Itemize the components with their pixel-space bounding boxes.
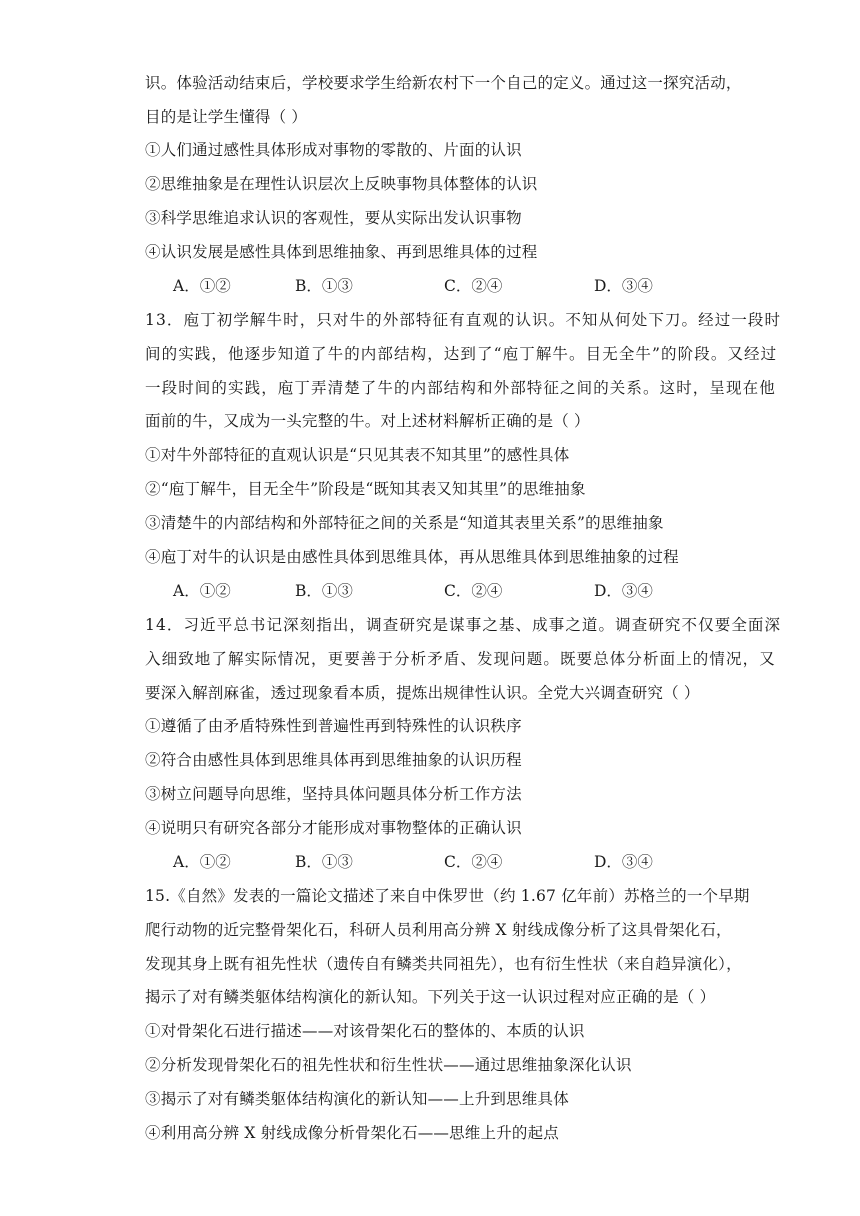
q13-item-3: ③清楚牛的内部结构和外部特征之间的关系是“知道其表里关系”的思维抽象 <box>145 514 664 532</box>
q12-item-1: ①人们通过感性具体形成对事物的零散的、片面的认识 <box>145 141 522 159</box>
q13-stem-line-4: 面前的牛，又成为一头完整的牛。对上述材料解析正确的是（ ） <box>145 412 590 430</box>
q15-stem-line-1: 15.《自然》发表的一篇论文描述了来自中侏罗世（约 1.67 亿年前）苏格兰的一个早期 <box>145 887 750 905</box>
q14-option-a: A．①② <box>173 853 231 871</box>
q13-option-c: C．②④ <box>444 582 503 600</box>
q12-item-4: ④认识发展是感性具体到思维抽象、再到思维具体的过程 <box>145 243 538 261</box>
q14-stem-line-3: 要深入解剖麻雀，透过现象看本质，提炼出规律性认识。全党大兴调查研究（ ） <box>145 684 700 702</box>
q14-item-3: ③树立问题导向思维，坚持具体问题具体分析工作方法 <box>145 785 522 803</box>
q12-item-2: ②思维抽象是在理性认识层次上反映事物具体整体的认识 <box>145 175 538 193</box>
q13-item-4: ④庖丁对牛的认识是由感性具体到思维具体，再从思维具体到思维抽象的过程 <box>145 548 679 566</box>
q15-item-2: ②分析发现骨架化石的祖先性状和衍生性状——通过思维抽象深化认识 <box>145 1056 632 1074</box>
q14-item-4: ④说明只有研究各部分才能形成对事物整体的正确认识 <box>145 819 522 837</box>
q14-option-c: C．②④ <box>444 853 503 871</box>
q13-option-a: A．①② <box>173 582 231 600</box>
q12-stem-line-1: 识。体验活动结束后，学校要求学生给新农村下一个自己的定义。通过这一探究活动， <box>145 74 742 92</box>
q12-option-b: B．①③ <box>295 277 353 295</box>
q12-option-d: D．③④ <box>594 277 653 295</box>
q15-stem-line-3: 发现其身上既有祖先性状（遗传自有鳞类共同祖先），也有衍生性状（来自趋异演化）， <box>145 955 742 973</box>
q12-item-3: ③科学思维追求认识的客观性，要从实际出发认识事物 <box>145 209 522 227</box>
q14-stem-line-1: 14．习近平总书记深刻指出，调查研究是谋事之基、成事之道。调查研究不仅要全面深 <box>145 616 782 634</box>
q12-stem-line-2: 目的是让学生懂得（ ） <box>145 108 308 126</box>
q12-option-c: C．②④ <box>444 277 503 295</box>
q14-item-1: ①遵循了由矛盾特殊性到普遍性再到特殊性的认识秩序 <box>145 717 522 735</box>
q15-item-3: ③揭示了对有鳞类躯体结构演化的新认知——上升到思维具体 <box>145 1090 569 1108</box>
q14-item-2: ②符合由感性具体到思维具体再到思维抽象的认识历程 <box>145 751 522 769</box>
q15-item-4: ④利用高分辨 X 射线成像分析骨架化石——思维上升的起点 <box>145 1124 559 1142</box>
q14-option-b: B．①③ <box>295 853 353 871</box>
q13-stem-line-3: 一段时间的实践，庖丁弄清楚了牛的内部结构和外部特征之间的关系。这时，呈现在他 <box>145 379 776 397</box>
q14-stem-line-2: 入细致地了解实际情况，更要善于分析矛盾、发现问题。既要总体分析面上的情况，又 <box>145 650 776 668</box>
q13-item-2: ②“庖丁解牛，目无全牛”阶段是“既知其表又知其里”的思维抽象 <box>145 480 586 498</box>
q15-stem-line-2: 爬行动物的近完整骨架化石，科研人员利用高分辨 X 射线成像分析了这具骨架化石， <box>145 921 732 939</box>
q15-stem-line-4: 揭示了对有鳞类躯体结构演化的新认知。下列关于这一认识过程对应正确的是（ ） <box>145 988 716 1006</box>
q13-stem-line-1: 13．庖丁初学解牛时，只对牛的外部特征有直观的认识。不知从何处下刀。经过一段时 <box>145 311 782 329</box>
q13-stem-line-2: 间的实践，他逐步知道了牛的内部结构，达到了“庖丁解牛。目无全牛”的阶段。又经过 <box>145 345 778 363</box>
q13-item-1: ①对牛外部特征的直观认识是“只见其表不知其里”的感性具体 <box>145 446 570 464</box>
q14-option-d: D．③④ <box>594 853 653 871</box>
q12-option-a: A．①② <box>173 277 231 295</box>
q15-item-1: ①对骨架化石进行描述——对该骨架化石的整体的、本质的认识 <box>145 1022 585 1040</box>
q13-option-b: B．①③ <box>295 582 353 600</box>
q13-option-d: D．③④ <box>594 582 653 600</box>
